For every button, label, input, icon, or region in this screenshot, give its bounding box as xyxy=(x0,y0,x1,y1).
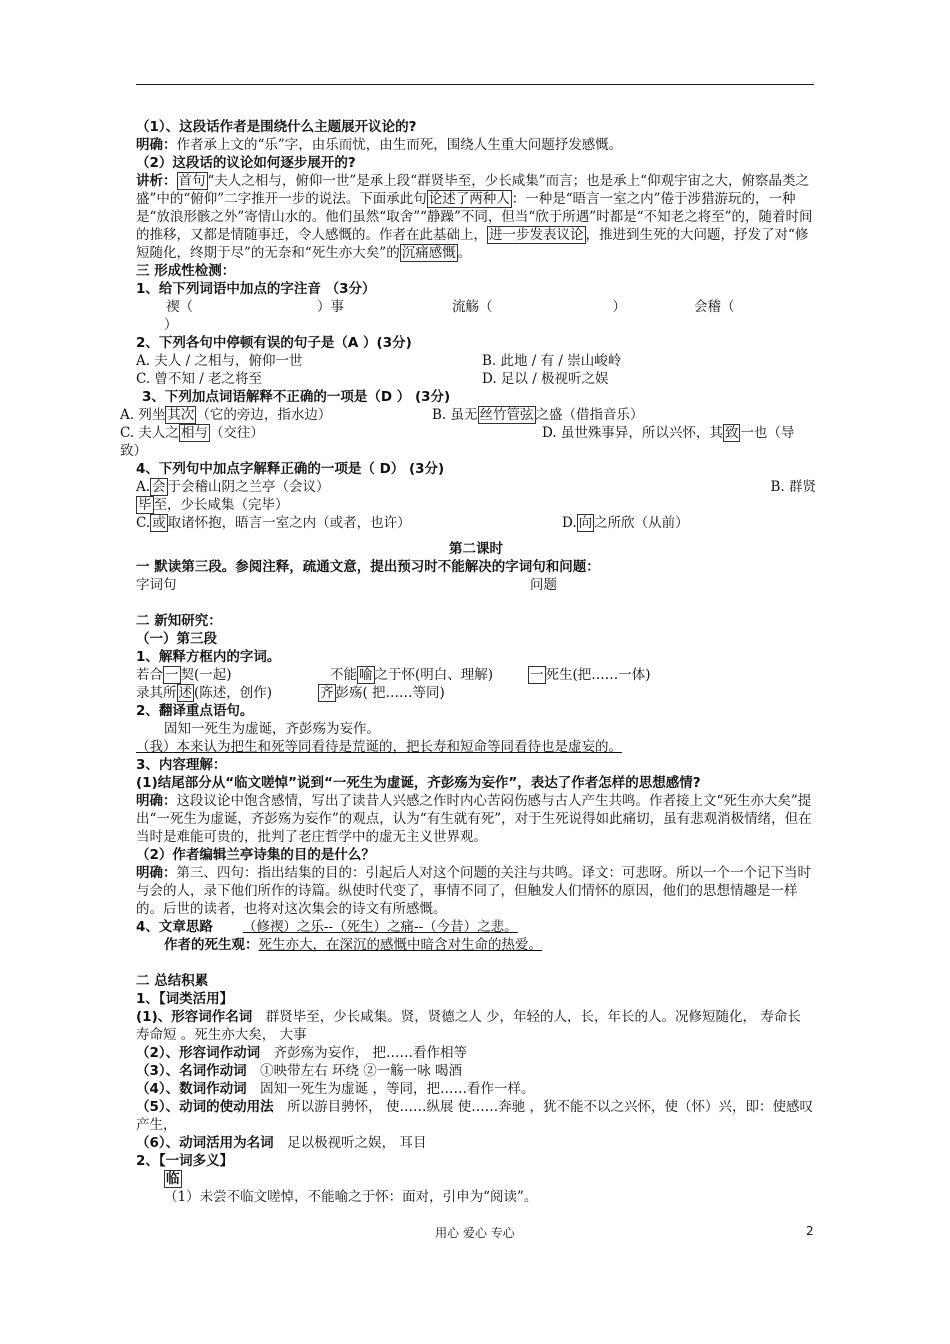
content-answer-1: 明确：这段议论中饱含感情，写出了读昔人兴感之作时内心苦闷伤感与古人产生共鸣。作者接上文“死生亦大矣”提出“一死生为虚诞，齐彭殇为妄作”的观点，认为“有生就有死”，对于生死说得如此痛切，虽有悲观消极情绪，但在当时是难能可贵的，批判了老庄哲学中的虚无主义世界观。 xyxy=(136,793,812,845)
word-2: 流觞（ ） xyxy=(452,299,626,315)
word-3-close: ） xyxy=(164,317,178,333)
word-item: 录其所 述 (陈述，创作) xyxy=(136,685,273,701)
option-c: C. 曾不知 / 老之将至 xyxy=(136,371,263,387)
usage-item: （6）、动词活用为名词 足以极视听之娱， 耳目 xyxy=(136,1135,427,1151)
point-2: 2、翻译重点语句。 xyxy=(136,703,254,719)
test-question-2: 2、下列各句中停顿有误的句子是（A ）(3分) xyxy=(136,335,412,351)
pinyin-row xyxy=(136,298,816,316)
test-question-4: 4、下列句中加点字解释正确的一项是（ D） (3分) xyxy=(136,461,445,477)
summary-heading-2: 2、【一词多义】 xyxy=(136,1153,234,1169)
polysemy-word: 临 xyxy=(166,1171,180,1187)
part-1-title: （一）第三段 xyxy=(136,631,217,647)
point-3: 3、内容理解： xyxy=(136,757,227,773)
option-d-wrap: 致） xyxy=(120,443,147,459)
source-sentence: 固知一死生为虚诞，齐彭殇为妄作。 xyxy=(164,721,380,737)
section-1-title: 一 默读第三段。参阅注释，疏通文意，提出预习时不能解决的字词句和问题： xyxy=(136,559,600,575)
word-item: 一 死生(把……一体) xyxy=(530,667,651,683)
section-2-title: 二 新知研究： xyxy=(136,613,222,629)
word-3: 会稽（ xyxy=(694,299,735,315)
word-item: 不能 喻 之于怀(明白、理解) xyxy=(330,667,494,683)
option-d: D. 足以 / 极视听之娱 xyxy=(482,371,609,387)
point-4: 4、文章思路 （修禊）之乐--（死生）之痛--（今昔）之悲。 xyxy=(136,919,518,935)
usage-item: （4）、数词作动词 固知一死生为虚诞 ，等同，把……看作一样。 xyxy=(136,1081,535,1097)
lesson-title: 第二课时 xyxy=(449,541,503,557)
question-2: （2）这段话的议论如何逐步展开的? xyxy=(136,155,356,171)
answer-1: 明确：作者承上文的“乐”字，由乐而忧，由生而死，围绕人生重大问题抒发感慨。 xyxy=(136,137,623,153)
option-b: 毕 至，少长咸集（完毕） xyxy=(138,497,289,513)
test-question-1: 1、给下列词语中加点的字注音 （3分） xyxy=(136,281,376,297)
column-questions: 问题 xyxy=(530,577,557,593)
word-item: 若合 一 契(一起) xyxy=(136,667,232,683)
column-words: 字词句 xyxy=(136,577,177,593)
option-c: C. 夫人之 相与 （交往） xyxy=(120,425,264,441)
content-answer-2: 明确：第三、四句：指出结集的目的：引起后人对这个问题的关注与共鸣。译文：可悲呀。所以一个一个记下当时与会的人，录下他们所作的诗篇。纵使时代变了，事情不同了，但触发人们情怀的原因，他们的思想情趣是一样的。后世的读者，也将对这次集会的诗文有所感慨。 xyxy=(136,865,811,917)
option-a: A. 夫人 / 之相与，俯仰一世 xyxy=(136,353,303,369)
usage-item: （3）、名词作动词 ①映带左右 环绕 ②一觞一咏 喝酒 xyxy=(136,1063,463,1079)
word-1: 禊（ ）事 xyxy=(166,299,344,315)
boxed-word: 沉痛感慨 xyxy=(401,245,456,261)
explanation: 讲析： 首句 “夫人之相与，俯仰一世”是承上段“群贤毕至，少长咸集”而言；也是承上“仰观宇宙之大，俯察晶类之盛”中的“俯仰”二字推开一步的说法。下面承此句 论述了两种人 ：一种是“晤言一室之内”倦于涉猎游玩的，一种是“放浪形骸之外”寄情山水的。他们虽然“取舍”“静躁”不同，但当“欣于所遇”时都是“不知老之将至”的，随着时间的推移，又都是情随事迁，令人感慨的。作者在此基础上， 进一步发表议论 ，推进到生死的大问题，抒发了对“修短随化，终期于尽”的无奈和“死生亦大矣”的 沉痛感慨 。 xyxy=(136,173,813,261)
word-item: 齐 彭殇( 把……等同) xyxy=(320,685,445,701)
option-d: D. 虽世殊事异，所以兴怀，其 致 一也（导 xyxy=(542,425,795,441)
question-1: （1）、这段话作者是围绕什么主题展开议论的? xyxy=(136,119,417,135)
summary-title: 二 总结积累 xyxy=(136,973,209,989)
life-death-view: 作者的死生观：死生亦大，在深沉的感慨中暗含对生命的热爱。 xyxy=(164,937,542,953)
page-content xyxy=(120,118,816,1206)
test-question-3: 3、下列加点词语解释不正确的一项是（D ） (3分) xyxy=(142,389,451,405)
option-b: B. 虽无 丝竹管弦 之盛（借指音乐） xyxy=(432,407,644,423)
footer-text: 用心 爱心 专心 xyxy=(435,1226,515,1240)
meaning-item: （1）未尝不临文嗟悼，不能喻之于怀：面对，引申为“阅读”。 xyxy=(164,1189,538,1205)
content-question-2: （2）作者编辑兰亭诗集的目的是什么？ xyxy=(136,847,375,863)
option-d: D. 向 之所欣（从前） xyxy=(562,515,689,531)
boxed-word: 进一步发表议论 xyxy=(489,227,584,243)
point-1: 1、解释方框内的字词。 xyxy=(136,649,281,665)
option-c: C. 或 取诸怀抱，晤言一室之内（或者，也许） xyxy=(136,515,411,531)
summary-heading-1: 1、【词类活用】 xyxy=(136,991,234,1007)
usage-item: (1)、形容词作名词 群贤毕至，少长咸集。贤，贤德之人 少，年轻的人，长，年长的人。况修短随化， 寿命长 寿命短 。死生亦大矣， 大事 xyxy=(136,1009,801,1043)
boxed-word: 首句 xyxy=(178,173,206,189)
usage-item: （5）、动词的使动用法 所以游目骋怀， 使……纵展 使……奔驰 ，犹不能不以之兴怀，使（怀）兴，即：使感叹产生， xyxy=(136,1099,814,1133)
usage-item: （2）、形容词作动词 齐彭殇为妄作， 把……看作相等 xyxy=(136,1045,467,1061)
option-b-start: B. 群贤 xyxy=(770,479,816,495)
translation: （我）本来认为把生和死等同看待是荒诞的，把长寿和短命等同看待也是虚妄的。 xyxy=(136,739,622,755)
boxed-word: 论述了两种人 xyxy=(428,191,510,207)
option-a: A. 会 于会稽山阴之兰亭（会议） xyxy=(136,479,330,495)
content-question-1: (1)结尾部分从“临文嗟悼”说到“一死生为虚诞，齐彭殇为妄作”，表达了作者怎样的思想感情? xyxy=(136,775,701,791)
header-rule xyxy=(136,84,814,85)
option-b: B. 此地 / 有 / 崇山峻岭 xyxy=(482,353,622,369)
page-number: 2 xyxy=(806,1224,814,1238)
option-a: A. 列坐 其次 （它的旁边，指水边） xyxy=(120,407,332,423)
section-title: 三 形成性检测： xyxy=(136,263,236,279)
